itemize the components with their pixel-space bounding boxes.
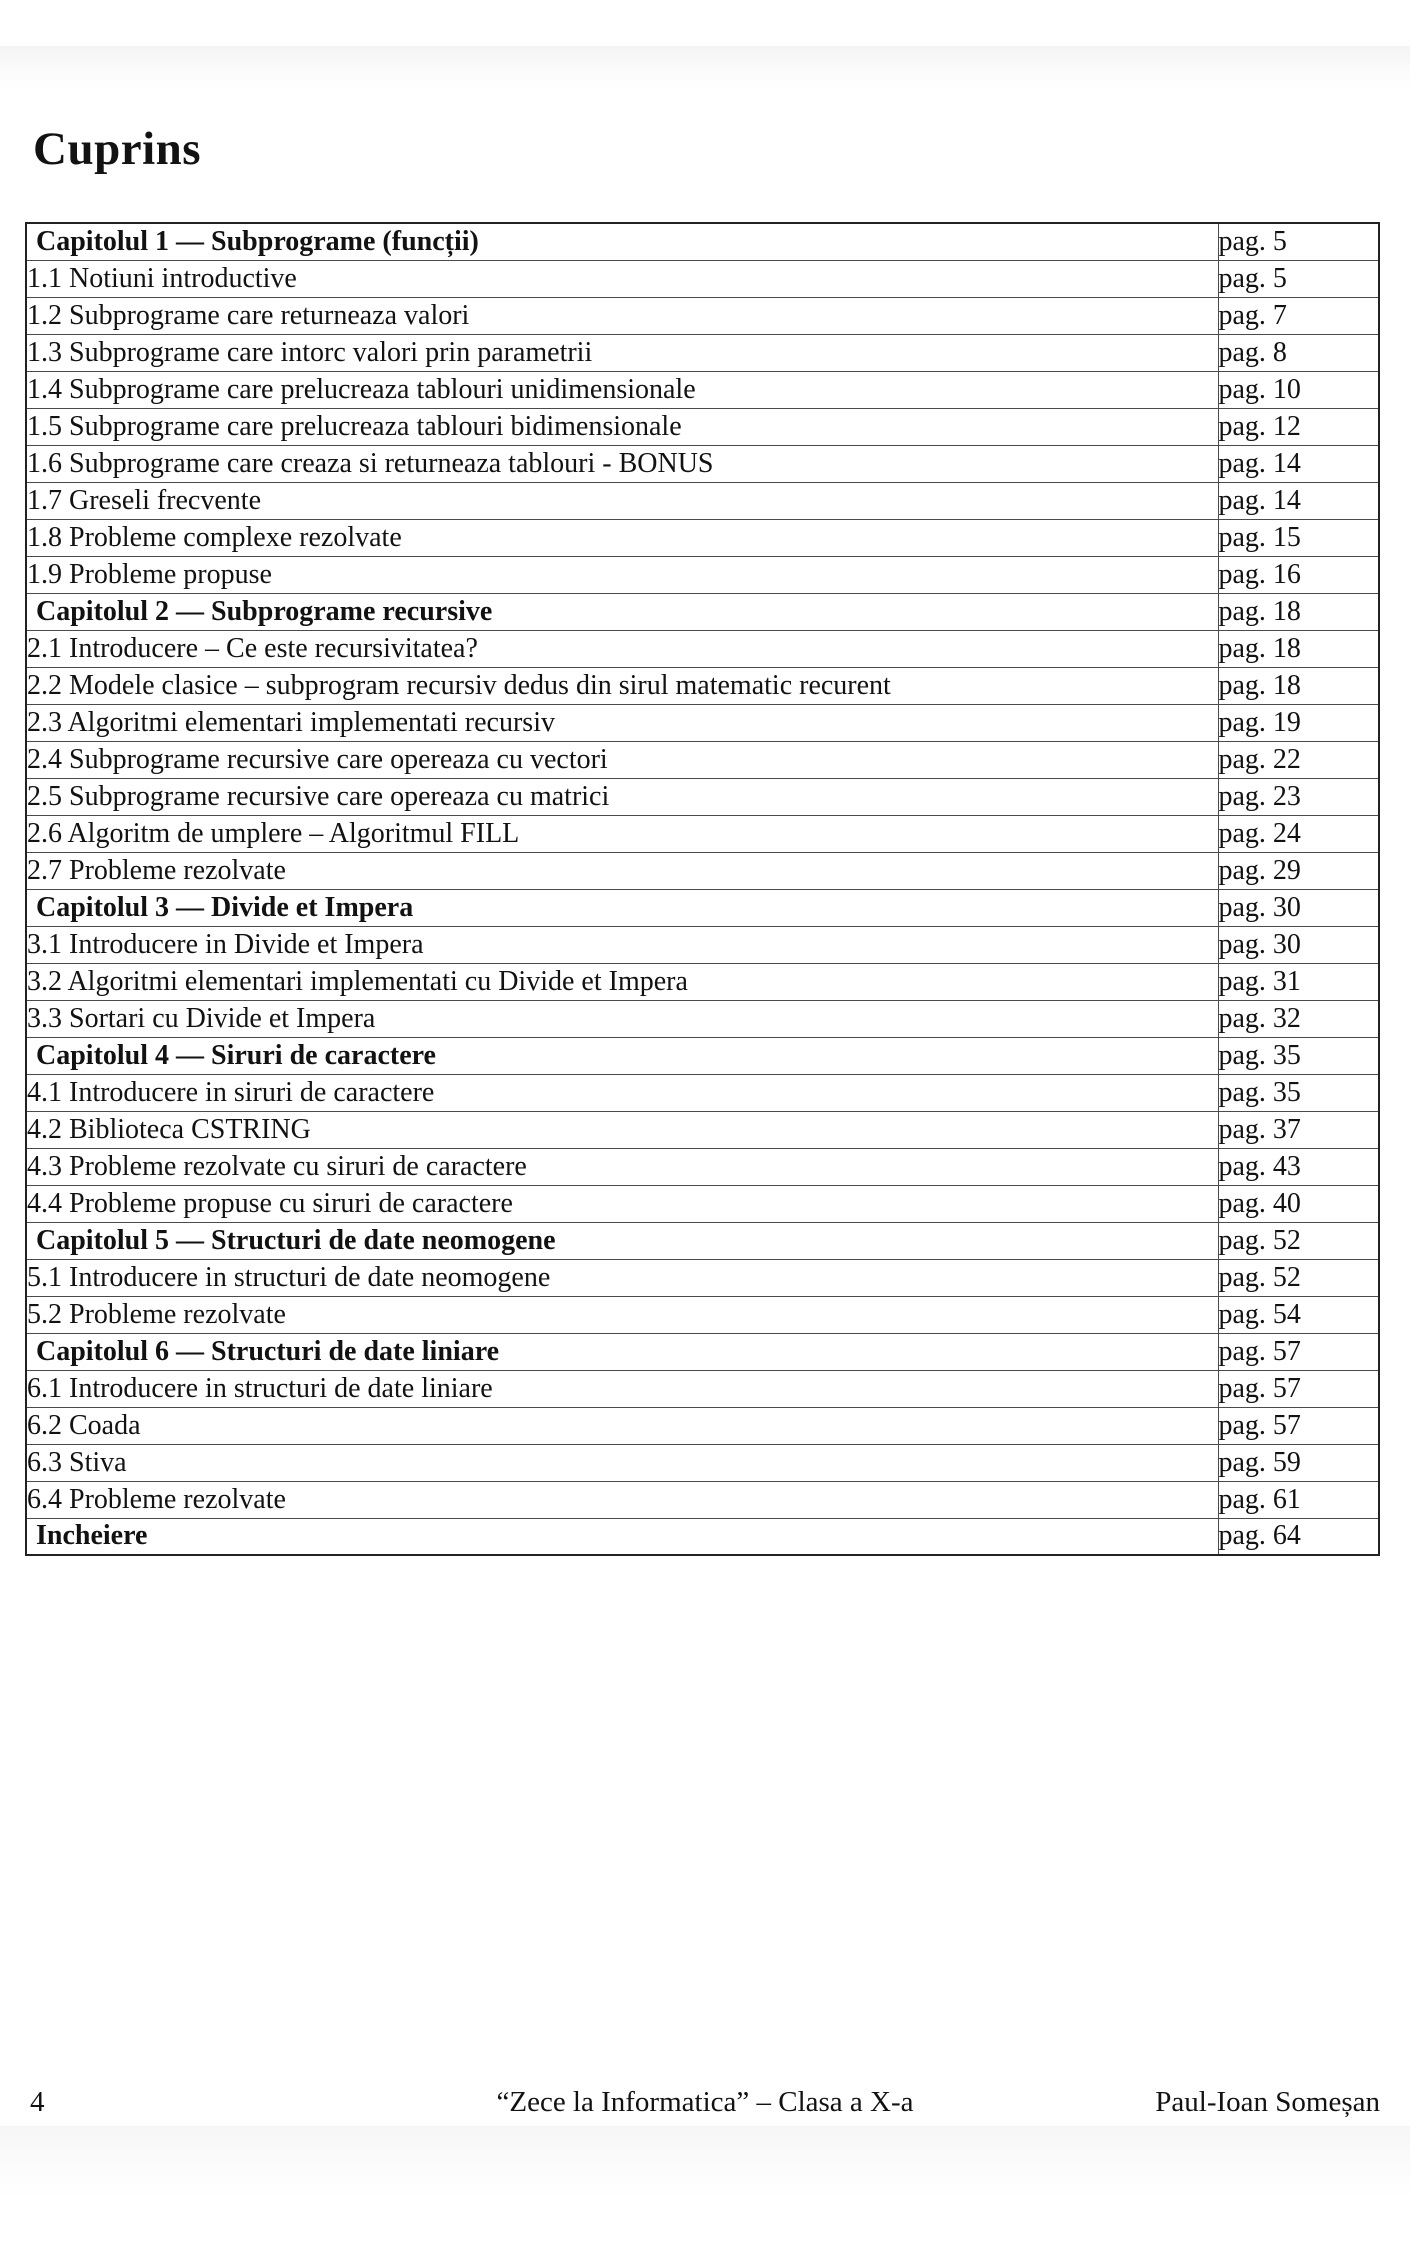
footer-page-number: 4: [30, 2086, 45, 2118]
toc-entry-label: 2.6 Algoritm de umplere – Algoritmul FILL: [26, 815, 1218, 852]
toc-body: [26, 223, 1379, 1555]
toc-entry-page: pag. 54: [1218, 1296, 1379, 1333]
page-edge-shadow-bottom: [0, 2126, 1410, 2200]
toc-entry-page: pag. 31: [1218, 963, 1379, 1000]
toc-row: [26, 482, 1379, 519]
toc-row: [26, 741, 1379, 778]
toc-entry-page: pag. 61: [1218, 1481, 1379, 1518]
toc-entry-label: 2.7 Probleme rezolvate: [26, 852, 1218, 889]
toc-entry-page: pag. 32: [1218, 1000, 1379, 1037]
toc-entry-page: pag. 16: [1218, 556, 1379, 593]
toc-row: [26, 223, 1379, 260]
toc-entry-page: pag. 23: [1218, 778, 1379, 815]
page-edge-shadow-top: [0, 46, 1410, 90]
toc-row: [26, 963, 1379, 1000]
toc-entry-label: 3.2 Algoritmi elementari implementati cu Divide et Impera: [26, 963, 1218, 1000]
toc-entry-label: 6.3 Stiva: [26, 1444, 1218, 1481]
toc-entry-label: 4.2 Biblioteca CSTRING: [26, 1111, 1218, 1148]
toc-row: [26, 1074, 1379, 1111]
toc-row: [26, 704, 1379, 741]
toc-row: [26, 852, 1379, 889]
toc-row: [26, 260, 1379, 297]
toc-entry-label: 2.5 Subprograme recursive care opereaza cu matrici: [26, 778, 1218, 815]
toc-row: [26, 815, 1379, 852]
toc-row: [26, 1518, 1379, 1555]
toc-row: [26, 297, 1379, 334]
toc-entry-label: 2.3 Algoritmi elementari implementati recursiv: [26, 704, 1218, 741]
footer-author: Paul-Ioan Someșan: [1155, 2086, 1380, 2118]
toc-entry-page: pag. 35: [1218, 1037, 1379, 1074]
toc-entry-page: pag. 30: [1218, 889, 1379, 926]
toc-entry-page: pag. 12: [1218, 408, 1379, 445]
toc-row: [26, 778, 1379, 815]
toc-entry-page: pag. 43: [1218, 1148, 1379, 1185]
toc-entry-page: pag. 52: [1218, 1259, 1379, 1296]
toc-entry-label: Incheiere: [26, 1518, 1218, 1555]
toc-row: [26, 1407, 1379, 1444]
toc-entry-label: 6.4 Probleme rezolvate: [26, 1481, 1218, 1518]
toc-entry-page: pag. 35: [1218, 1074, 1379, 1111]
toc-entry-page: pag. 18: [1218, 667, 1379, 704]
toc-entry-label: 2.4 Subprograme recursive care opereaza cu vectori: [26, 741, 1218, 778]
toc-entry-page: pag. 24: [1218, 815, 1379, 852]
toc-entry-label: 2.1 Introducere – Ce este recursivitatea?: [26, 630, 1218, 667]
toc-entry-page: pag. 30: [1218, 926, 1379, 963]
toc-entry-page: pag. 14: [1218, 445, 1379, 482]
toc-row: [26, 1185, 1379, 1222]
toc-entry-page: pag. 59: [1218, 1444, 1379, 1481]
toc-entry-label: 1.9 Probleme propuse: [26, 556, 1218, 593]
toc-entry-page: pag. 29: [1218, 852, 1379, 889]
toc-entry-page: pag. 40: [1218, 1185, 1379, 1222]
toc-row: [26, 1481, 1379, 1518]
toc-row: [26, 445, 1379, 482]
toc-entry-label: 1.4 Subprograme care prelucreaza tablouri unidimensionale: [26, 371, 1218, 408]
toc-row: [26, 1037, 1379, 1074]
toc-entry-page: pag. 22: [1218, 741, 1379, 778]
toc-entry-label: 4.3 Probleme rezolvate cu siruri de caractere: [26, 1148, 1218, 1185]
toc-entry-label: Capitolul 2 — Subprograme recursive: [26, 593, 1218, 630]
page-title: Cuprins: [33, 123, 202, 175]
toc-entry-page: pag. 5: [1218, 260, 1379, 297]
toc-entry-page: pag. 14: [1218, 482, 1379, 519]
toc-entry-label: 1.6 Subprograme care creaza si returneaza tablouri - BONUS: [26, 445, 1218, 482]
toc-row: [26, 1444, 1379, 1481]
toc-entry-label: 6.2 Coada: [26, 1407, 1218, 1444]
toc-entry-page: pag. 15: [1218, 519, 1379, 556]
toc-entry-page: pag. 57: [1218, 1333, 1379, 1370]
toc-row: [26, 519, 1379, 556]
toc-entry-label: Capitolul 3 — Divide et Impera: [26, 889, 1218, 926]
toc-entry-label: 1.1 Notiuni introductive: [26, 260, 1218, 297]
toc-entry-label: Capitolul 4 — Siruri de caractere: [26, 1037, 1218, 1074]
toc-entry-label: 5.1 Introducere in structuri de date neomogene: [26, 1259, 1218, 1296]
page-footer: [0, 2086, 1410, 2126]
toc-entry-label: Capitolul 5 — Structuri de date neomogene: [26, 1222, 1218, 1259]
toc-row: [26, 1370, 1379, 1407]
toc-row: [26, 556, 1379, 593]
toc-entry-label: 2.2 Modele clasice – subprogram recursiv dedus din sirul matematic recurent: [26, 667, 1218, 704]
toc-entry-label: 3.1 Introducere in Divide et Impera: [26, 926, 1218, 963]
toc-row: [26, 593, 1379, 630]
toc-row: [26, 1333, 1379, 1370]
toc-entry-page: pag. 37: [1218, 1111, 1379, 1148]
toc-row: [26, 1148, 1379, 1185]
toc-entry-label: 1.3 Subprograme care intorc valori prin parametrii: [26, 334, 1218, 371]
toc-entry-label: 1.5 Subprograme care prelucreaza tablouri bidimensionale: [26, 408, 1218, 445]
toc-entry-label: 5.2 Probleme rezolvate: [26, 1296, 1218, 1333]
toc-entry-page: pag. 5: [1218, 223, 1379, 260]
footer-book-title: “Zece la Informatica” – Clasa a X-a: [496, 2086, 914, 2118]
toc-entry-label: 4.1 Introducere in siruri de caractere: [26, 1074, 1218, 1111]
toc-row: [26, 926, 1379, 963]
toc-entry-page: pag. 18: [1218, 593, 1379, 630]
toc-row: [26, 1000, 1379, 1037]
toc-entry-page: pag. 8: [1218, 334, 1379, 371]
toc-row: [26, 889, 1379, 926]
toc-entry-page: pag. 10: [1218, 371, 1379, 408]
toc-row: [26, 371, 1379, 408]
toc-entry-page: pag. 52: [1218, 1222, 1379, 1259]
table-of-contents: [25, 222, 1380, 1556]
toc-entry-page: pag. 18: [1218, 630, 1379, 667]
toc-row: [26, 630, 1379, 667]
toc-row: [26, 408, 1379, 445]
toc-entry-label: 4.4 Probleme propuse cu siruri de caractere: [26, 1185, 1218, 1222]
toc-entry-label: 3.3 Sortari cu Divide et Impera: [26, 1000, 1218, 1037]
toc-row: [26, 1222, 1379, 1259]
toc-row: [26, 667, 1379, 704]
toc-entry-page: pag. 64: [1218, 1518, 1379, 1555]
toc-entry-label: 1.7 Greseli frecvente: [26, 482, 1218, 519]
toc-row: [26, 1259, 1379, 1296]
toc-entry-label: 6.1 Introducere in structuri de date liniare: [26, 1370, 1218, 1407]
toc-row: [26, 334, 1379, 371]
toc-row: [26, 1111, 1379, 1148]
toc-row: [26, 1296, 1379, 1333]
toc-entry-page: pag. 7: [1218, 297, 1379, 334]
toc-entry-label: 1.2 Subprograme care returneaza valori: [26, 297, 1218, 334]
toc-entry-label: 1.8 Probleme complexe rezolvate: [26, 519, 1218, 556]
toc-entry-label: Capitolul 1 — Subprograme (funcții): [26, 223, 1218, 260]
toc-entry-label: Capitolul 6 — Structuri de date liniare: [26, 1333, 1218, 1370]
toc-entry-page: pag. 19: [1218, 704, 1379, 741]
toc-entry-page: pag. 57: [1218, 1370, 1379, 1407]
toc-entry-page: pag. 57: [1218, 1407, 1379, 1444]
